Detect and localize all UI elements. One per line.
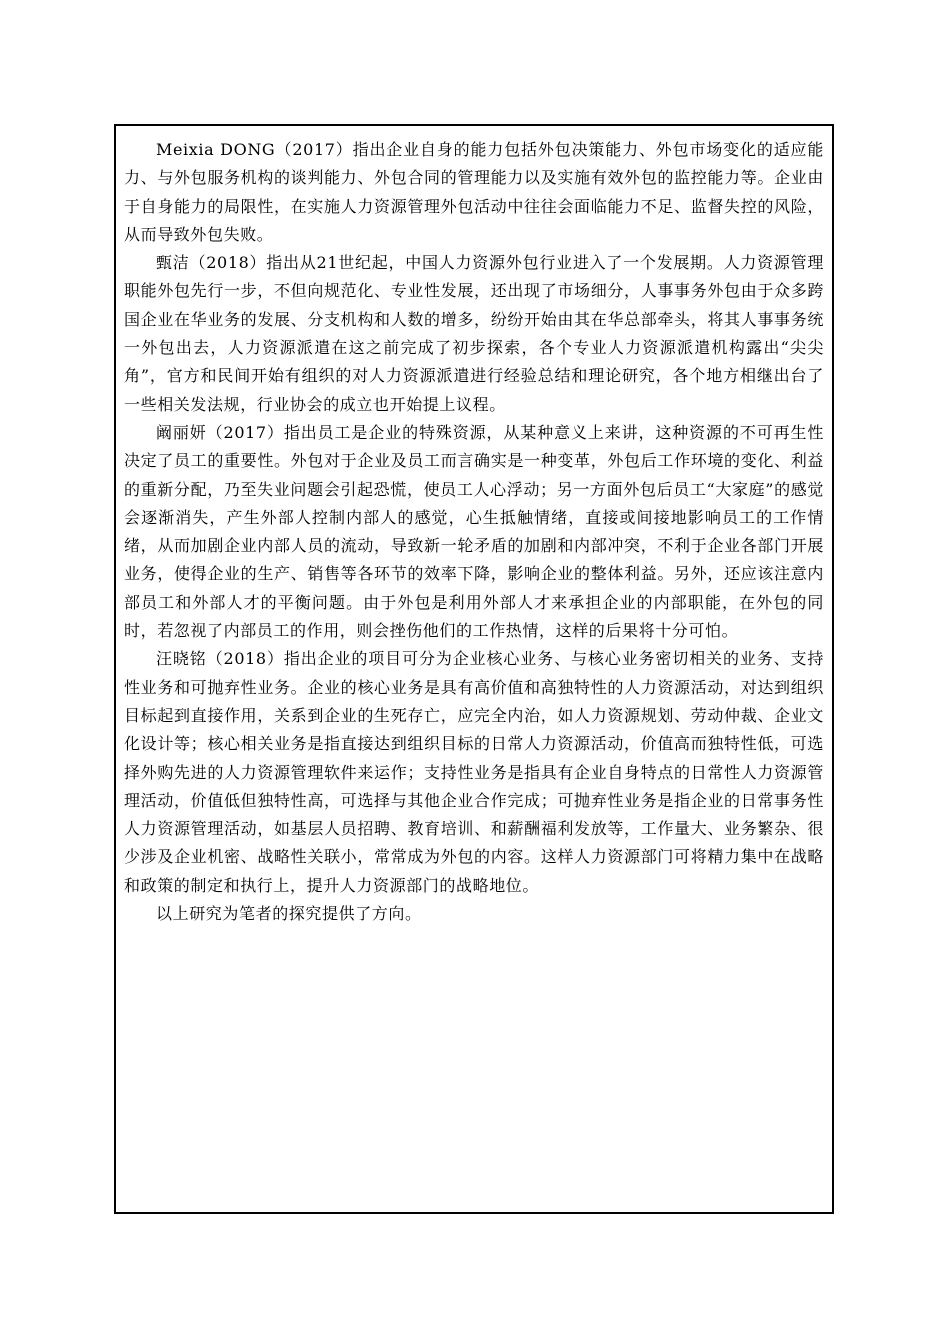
paragraph-kan: 阚丽妍（2017）指出员工是企业的特殊资源，从某种意义上来讲，这种资源的不可再生性决定了员工的重要性。外包对于企业及员工而言确实是一种变革，外包后工作环境的变化、利益的重新分配，乃至失业问题会引起恐慌，使员工人心浮动；另一方面外包后员工“大家庭”的感觉会逐渐消失，产生外部人控制内部人的感觉，心生抵触情绪，直接或间接地影响员工的工作情绪，从而加剧企业内部人员的流动，导致新一轮矛盾的加剧和内部冲突，不利于企业各部门开展业务，使得企业的生产、销售等各环节的效率下降，影响企业的整体利益。另外，还应该注意内部员工和外部人才的平衡问题。由于外包是利用外部人才来承担企业的内部职能，在外包的同时，若忽视了内部员工的作用，则会挫伤他们的工作热情，这样的后果将十分可怕。	[124, 422, 824, 641]
paragraph-conclusion: 以上研究为笔者的探究提供了方向。	[156, 904, 422, 924]
paragraph-zhen: 甄洁（2018）指出从21世纪起，中国人力资源外包行业进入了一个发展期。人力资源管理职能外包先行一步，不但向规范化、专业性发展，还出现了市场细分，人事事务外包由于众多跨国企业在华业务的发展、分支机构和人数的增多，纷纷开始由其在华总部牵头，将其人事事务统一外包出去，人力资源派遣在这之前完成了初步探索，各个专业人力资源派遣机构露出“尖尖角”，官方和民间开始有组织的对人力资源派遣进行经验总结和理论研究，各个地方相继出台了一些相关发法规，行业协会的成立也开始提上议程。	[124, 253, 824, 414]
paragraph-dong: Meixia DONG（2017）指出企业自身的能力包括外包决策能力、外包市场变化的适应能力、与外包服务机构的谈判能力、外包合同的管理能力以及实施有效外包的监控能力等。企业由于自身能力的局限性，在实施人力资源管理外包活动中往往会面临能力不足、监督失控的风险，从而导致外包失败。	[124, 140, 824, 244]
bordered-text-box	[114, 124, 834, 1214]
paragraph-wang: 汪晓铭（2018）指出企业的项目可分为企业核心业务、与核心业务密切相关的业务、支持性业务和可抛弃性业务。企业的核心业务是具有高价值和高独特性的人力资源活动，对达到组织目标起到直接作用，关系到企业的生死存亡，应完全内治，如人力资源规划、劳动仲裁、企业文化设计等；核心相关业务是指直接达到组织目标的日常人力资源活动，价值高而独特性低，可选择外购先进的人力资源管理软件来运作；支持性业务是指具有企业自身特点的日常性人力资源管理活动，价值低但独特性高，可选择与其他企业合作完成；可抛弃性业务是指企业的日常事务性人力资源管理活动，如基层人员招聘、教育培训、和薪酬福利发放等，工作量大、业务繁杂、很少涉及企业机密、战略性关联小，常常成为外包的内容。这样人力资源部门可将精力集中在战略和政策的制定和执行上，提升人力资源部门的战略地位。	[124, 649, 824, 895]
